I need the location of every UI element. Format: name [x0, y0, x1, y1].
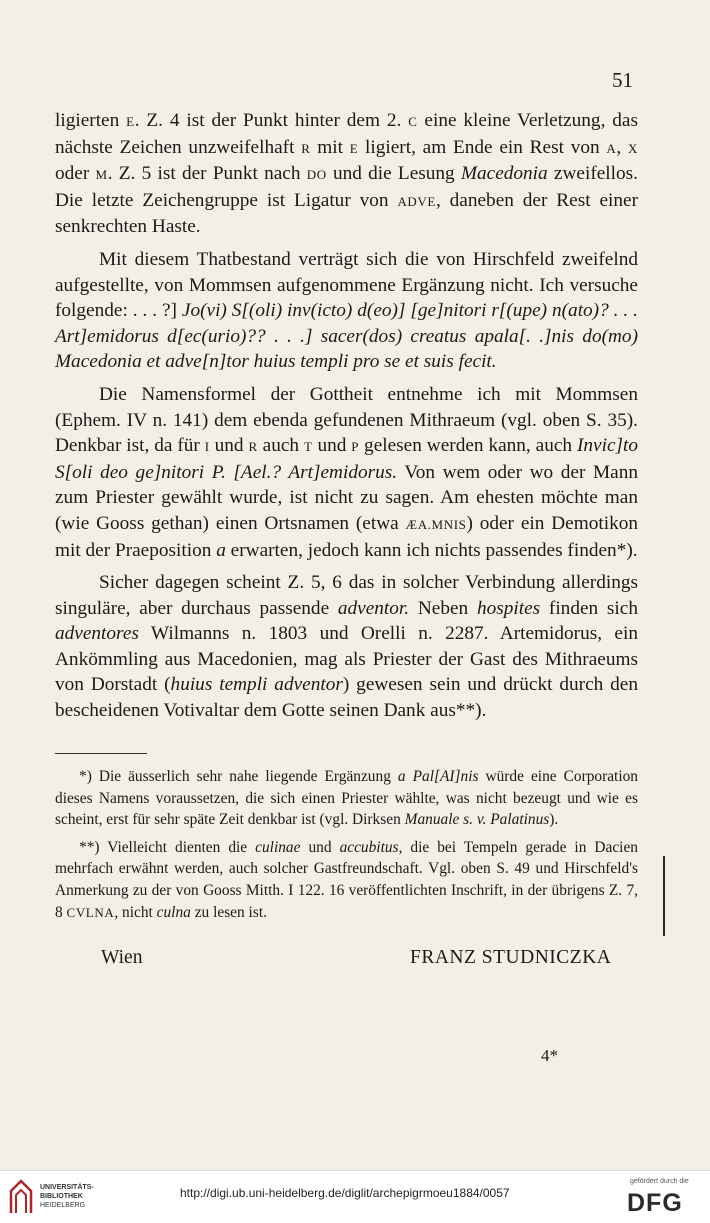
- funded-by-label: gefördert durch die: [630, 1178, 689, 1185]
- library-name: [40, 1183, 94, 1210]
- small-caps-run: I: [204, 439, 210, 455]
- text-run: **) Vielleicht dienten die: [79, 838, 256, 856]
- paragraph: [55, 382, 638, 563]
- text-run: auch: [257, 435, 304, 457]
- text-run: , nicht: [114, 903, 157, 921]
- small-caps-run: A: [606, 140, 617, 156]
- text-run: Neben: [409, 597, 477, 619]
- signature-author: FRANZ STUDNICZKA: [410, 947, 612, 968]
- text-run: Von wem oder wo der Mann zum Priester gewählt wurde, ist nicht zu sagen. Am ehesten möchte man (wie Gooss gethan) einen Ortsnamen (etwa: [55, 461, 638, 534]
- italic-run: Manuale s. v. Palatinus: [404, 811, 550, 829]
- italic-run: huius templi adventor: [170, 674, 343, 696]
- small-caps-run: DO: [306, 167, 327, 183]
- text-run: und die Lesung: [326, 163, 461, 185]
- text-run: , daneben der Rest einer senkrechten Haste.: [55, 189, 638, 238]
- library-logo-icon: [8, 1179, 34, 1215]
- small-caps-run: ÆA.MNIS: [405, 516, 467, 532]
- permalink[interactable]: http://digi.ub.uni-heidelberg.de/diglit/archepigrmoeu1884/0057: [180, 1186, 510, 1200]
- text-run: ligiert, am Ende ein Rest von: [358, 136, 607, 158]
- paragraph: [55, 247, 638, 375]
- text-run: und: [300, 838, 340, 856]
- footnote: [55, 766, 638, 831]
- page-number: 51: [612, 68, 633, 92]
- text-run: würde eine Corporation dieses Namens voraussetzen, die sich einen Priester wählte, was nicht bezeugt und wie es scheint, erst für sehr späte Zeit denkbar ist (vgl. Dirksen: [55, 768, 639, 829]
- italic-run: hospites: [476, 597, 541, 619]
- italic-run: culna: [156, 903, 191, 921]
- dfg-logo: DFG: [627, 1189, 683, 1217]
- text-run: eine kleine Verletzung, das nächste Zeichen unzweifelhaft: [55, 110, 638, 158]
- text-run: Mit diesem Thatbestand verträgt sich die von Hirschfeld zweifelnd aufgestellte, von Mommsen aufgenommene Ergänzung nicht. Ich versuche folgende: . . . ?]: [55, 248, 638, 322]
- library-name-line: HEIDELBERG: [40, 1202, 86, 1209]
- sheet-signature-mark: 4*: [541, 1046, 558, 1065]
- small-caps-run: X: [628, 140, 639, 156]
- text-run: Die Namensformel der Gottheit entnehme ich mit Mommsen (Ephem. IV n. 141) dem ebenda gefundenen Mithraeum (vgl. oben S. 35). Denkbar ist, da für: [55, 383, 638, 457]
- paragraph: [55, 108, 638, 240]
- footnote-rule: [55, 753, 147, 754]
- small-caps-run: E: [349, 140, 359, 156]
- text-run: finden sich: [540, 597, 638, 619]
- small-caps-run: P: [351, 439, 360, 455]
- text-run: *) Die äusserlich sehr nahe liegende Ergänzung: [79, 768, 398, 785]
- italic-run: a Pal[ΑΙ]nis: [397, 768, 479, 785]
- text-run: Sicher dagegen scheint Z. 5, 6 das in solcher Verbindung allerdings singuläre, aber durchaus passende: [55, 572, 638, 619]
- paragraph: [55, 570, 638, 724]
- italic-run: Jo(vi) S[(oli) inv(icto) d(eo)] [ge]nitori r[(upe) n(ato)? . . . Art]emidorus d[ec(urio)?? . . .] sacer(dos) creatus apala[. .]nis do(mo) Macedonia et adve[n]tor huius templi pro se et suis fecit.: [55, 300, 638, 373]
- text-run: zu lesen ist.: [190, 903, 267, 921]
- text-run: und: [209, 435, 249, 457]
- body-text: [55, 108, 638, 731]
- italic-run: adventor.: [337, 597, 410, 619]
- text-run: ).: [549, 811, 559, 829]
- text-run: ) gewesen sein und drückt durch den bescheidenen Votivaltar dem Gotte seinen Dank aus**).: [55, 674, 639, 722]
- italic-run: a: [216, 539, 226, 561]
- small-caps-run: M: [95, 167, 108, 183]
- text-run: oder: [55, 163, 96, 185]
- text-run: ) oder ein Demotikon mit der Praeposition: [55, 512, 638, 561]
- text-run: Wilmanns n. 1803 und Orelli n. 2287. Artemidorus, ein Ankömmling aus Macedonien, mag als Priester der Gast des Mithraeums von Dorstadt (: [55, 623, 638, 696]
- text-run: . Z. 4 ist der Punkt hinter dem 2.: [134, 110, 409, 131]
- italic-run: accubitus: [339, 838, 399, 856]
- margin-mark: [663, 856, 665, 936]
- footnote: [55, 837, 638, 923]
- viewer-footer: [0, 1170, 710, 1223]
- library-name-line: UNIVERSITÄTS-: [40, 1184, 94, 1191]
- footnotes: [55, 766, 638, 929]
- small-caps-run: CVLNA: [66, 904, 115, 920]
- text-run: , die bei Tempeln gerade in Dacien mehrfach erwähnt werden, auch solcher Gastfreundschaft. Vgl. oben S. 49 und Hirschfeld's Anmerkung zu der von Gooss Mitth. I 122. 16 veröffentlichten Inschrift, in der übrigens Z. 7, 8: [55, 838, 638, 921]
- text-run: erwarten, jedoch kann ich nichts passendes finden*).: [225, 539, 638, 561]
- small-caps-run: C: [408, 114, 418, 129]
- small-caps-run: R: [301, 140, 311, 156]
- italic-run: Macedonia: [460, 163, 548, 185]
- small-caps-run: T: [303, 439, 313, 455]
- text-run: . Z. 5 ist der Punkt nach: [107, 163, 307, 185]
- text-run: ,: [616, 136, 629, 158]
- text-run: mit: [310, 136, 350, 158]
- italic-run: adventores: [55, 623, 139, 645]
- signature-place: Wien: [101, 947, 143, 968]
- library-name-line: BIBLIOTHEK: [40, 1193, 83, 1200]
- italic-run: culinae: [255, 838, 301, 856]
- text-run: und: [312, 435, 352, 457]
- small-caps-run: E: [126, 114, 135, 129]
- text-run: zweifellos. Die letzte Zeichengruppe ist Ligatur von: [55, 163, 638, 211]
- text-run: ligierten: [55, 110, 127, 131]
- small-caps-run: ADVE: [397, 193, 436, 209]
- small-caps-run: R: [248, 439, 258, 455]
- text-run: gelesen werden kann, auch: [359, 435, 577, 457]
- italic-run: Invic]to S[oli deo ge]nitori P. [Ael.? Art]emidorus.: [55, 435, 639, 483]
